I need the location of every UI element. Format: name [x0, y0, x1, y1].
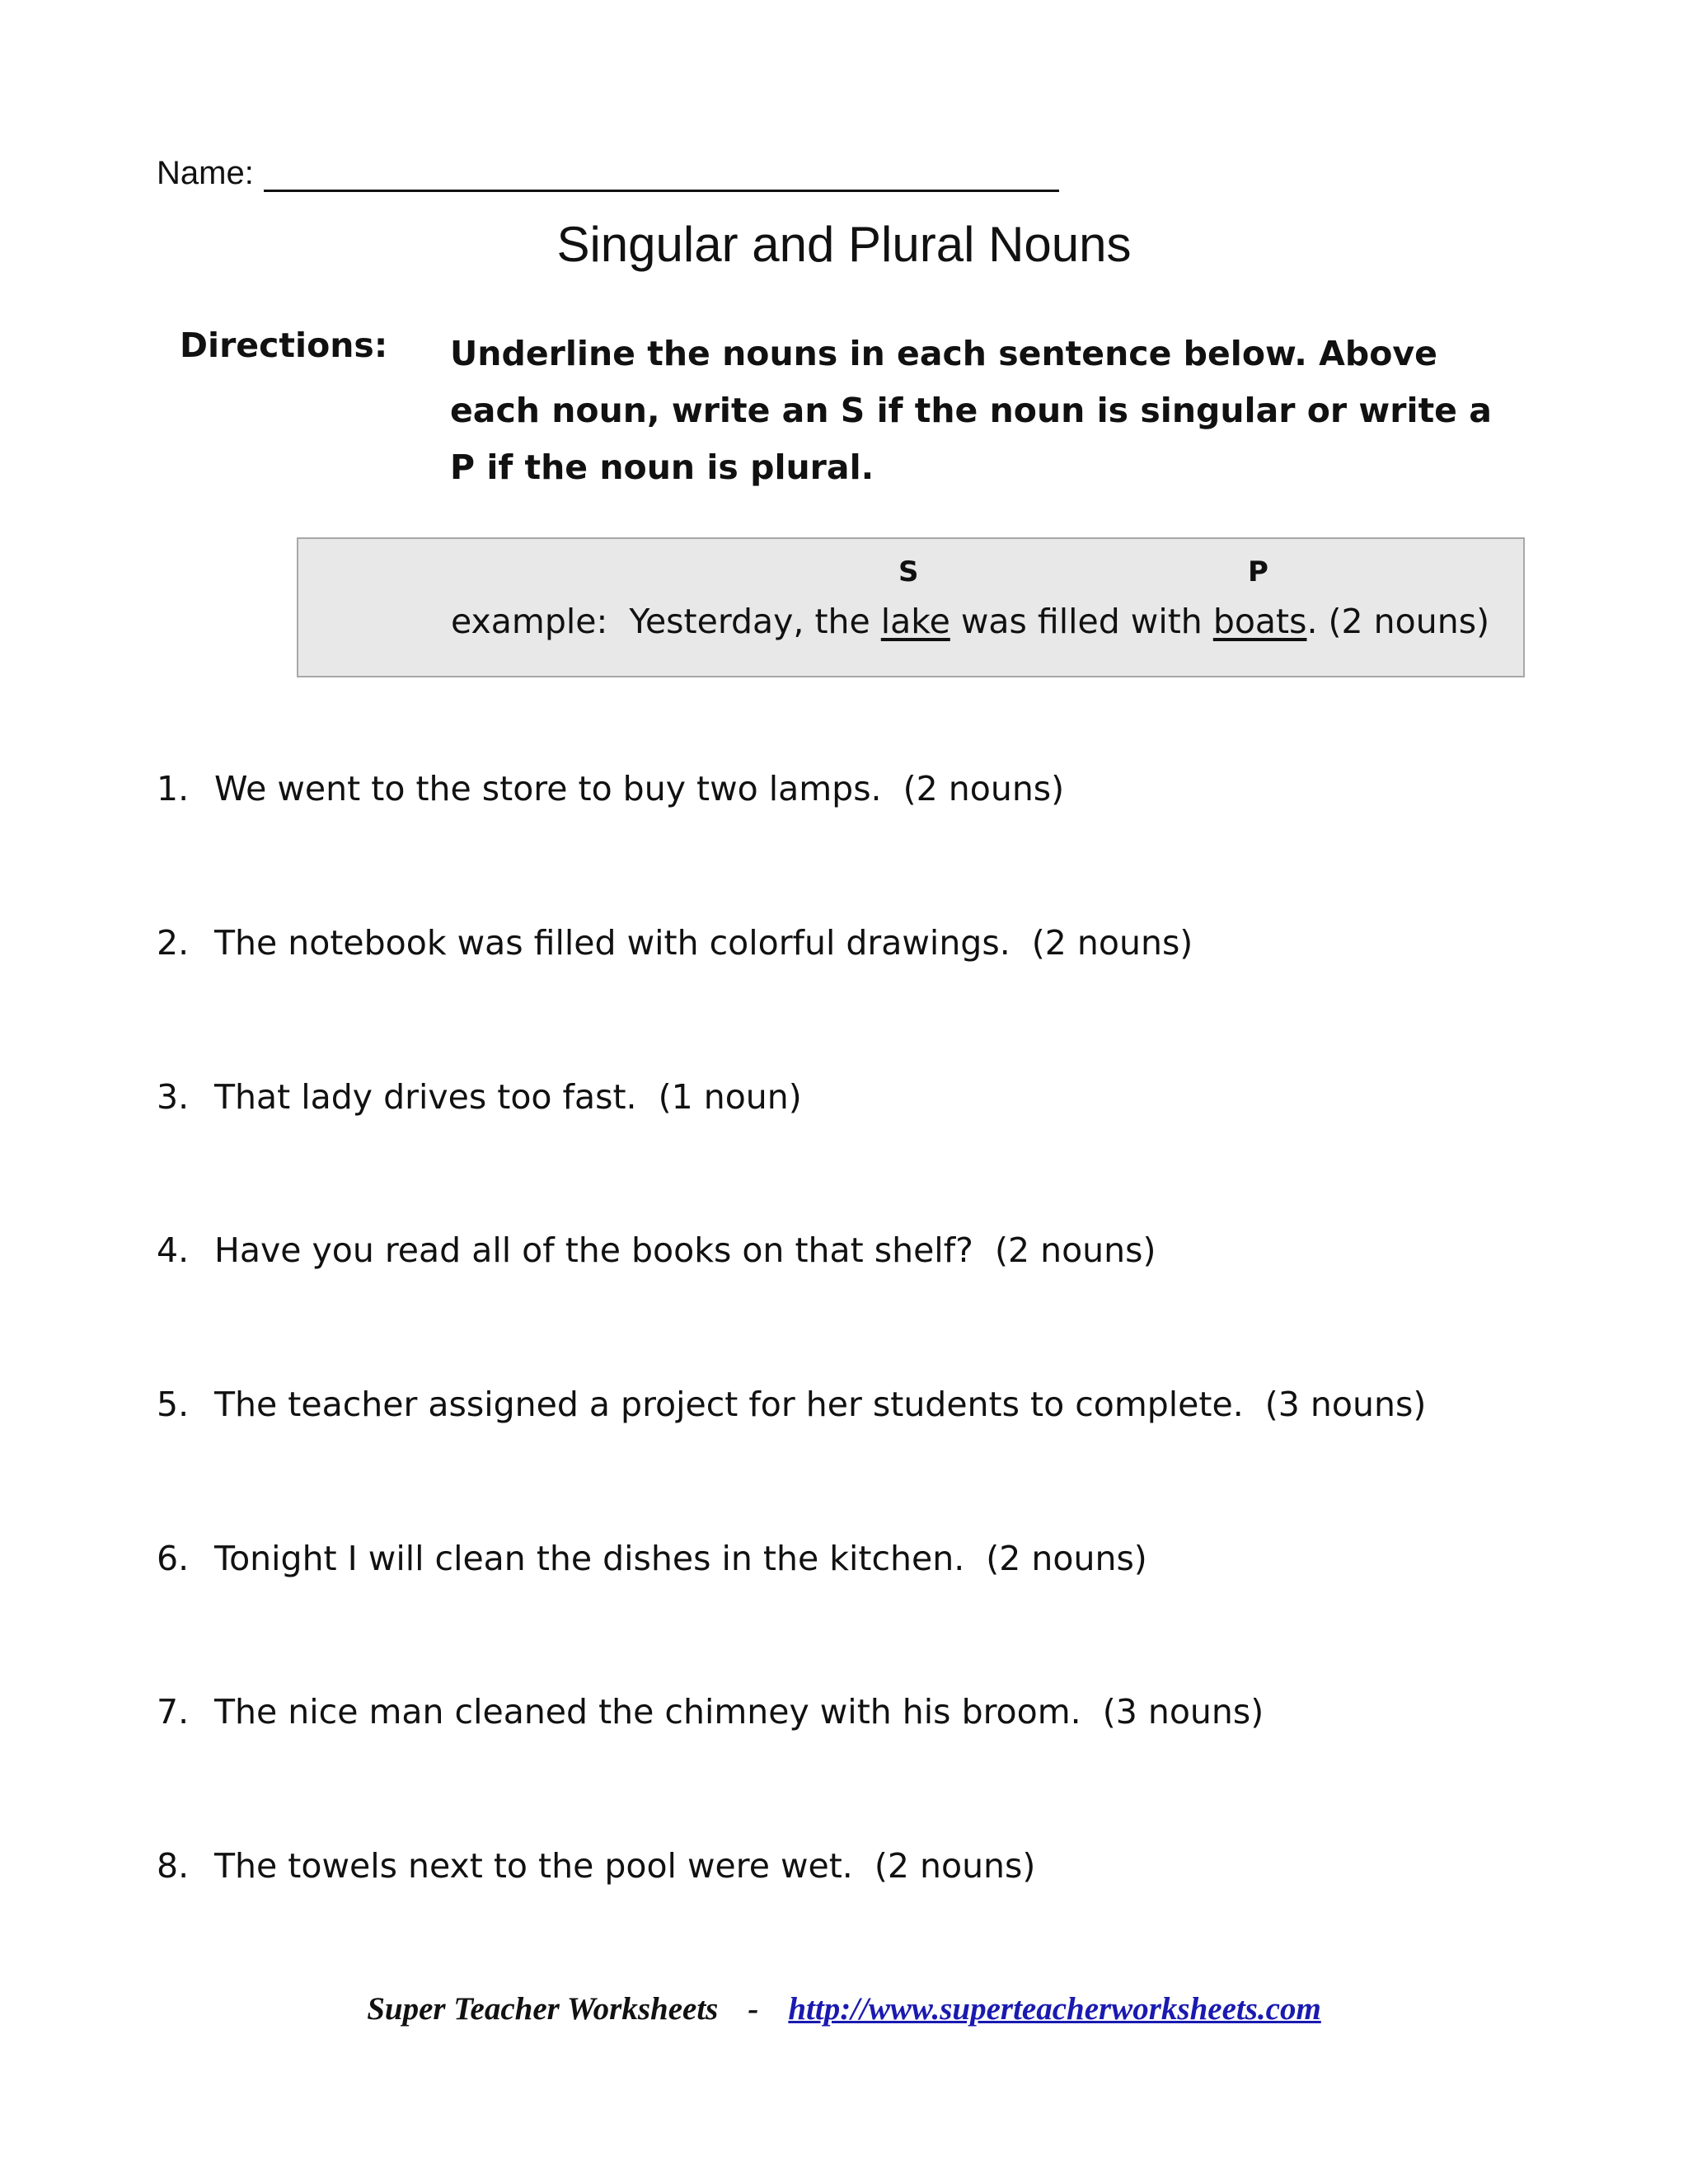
item-number: 7.	[157, 1692, 190, 1732]
page-title: Singular and Plural Nouns	[556, 217, 1132, 272]
item-number: 6.	[157, 1539, 190, 1578]
item-number: 8.	[157, 1846, 190, 1886]
footer-separator: -	[748, 1991, 759, 2027]
example-middle: was filled with	[950, 602, 1213, 641]
list-item	[157, 1539, 1147, 1578]
item-text[interactable]: The nice man cleaned the chimney with his broom. (3 nouns)	[214, 1692, 1264, 1732]
example-mark-s: S	[898, 555, 919, 588]
item-text[interactable]: The teacher assigned a project for her students to complete. (3 nouns)	[214, 1385, 1427, 1424]
item-text[interactable]: Tonight I will clean the dishes in the kitchen. (2 nouns)	[214, 1539, 1147, 1578]
footer	[0, 1990, 1688, 2027]
list-item	[157, 1230, 1156, 1270]
directions-text: Underline the nouns in each sentence below. Above each noun, write an S if the noun is singular or write a P if the noun is plural.	[450, 334, 1492, 487]
example-prefix: example: Yesterday, the	[451, 602, 881, 641]
example-noun-lake: lake	[880, 602, 950, 641]
list-item	[157, 769, 1064, 808]
item-text[interactable]: We went to the store to buy two lamps. (2 nouns)	[214, 769, 1065, 808]
example-suffix: . (2 nouns)	[1306, 602, 1490, 641]
item-number: 3.	[157, 1077, 190, 1117]
example-mark-p: P	[1248, 555, 1268, 588]
list-item	[157, 1077, 802, 1117]
item-number: 1.	[157, 769, 190, 808]
list-item	[157, 1385, 1426, 1424]
name-label: Name:	[157, 155, 254, 191]
item-text[interactable]: Have you read all of the books on that shelf? (2 nouns)	[214, 1230, 1156, 1270]
list-item	[157, 923, 1193, 963]
item-text[interactable]: That lady drives too fast. (1 noun)	[214, 1077, 802, 1117]
footer-brand: Super Teacher Worksheets	[367, 1991, 719, 2027]
item-text[interactable]: The towels next to the pool were wet. (2 nouns)	[214, 1846, 1036, 1886]
footer-link[interactable]: http://www.superteacherworksheets.com	[788, 1991, 1321, 2027]
example-noun-boats: boats	[1212, 602, 1307, 641]
item-text[interactable]: The notebook was filled with colorful drawings. (2 nouns)	[214, 923, 1193, 963]
example-sentence	[451, 602, 1489, 641]
directions-label: Directions:	[180, 326, 388, 365]
name-blank-line[interactable]	[264, 162, 1059, 192]
item-number: 5.	[157, 1385, 190, 1424]
example-box	[297, 537, 1525, 677]
list-item	[157, 1846, 1035, 1886]
item-number: 4.	[157, 1230, 190, 1270]
list-item	[157, 1692, 1264, 1732]
item-number: 2.	[157, 923, 190, 963]
name-field	[157, 155, 1059, 192]
